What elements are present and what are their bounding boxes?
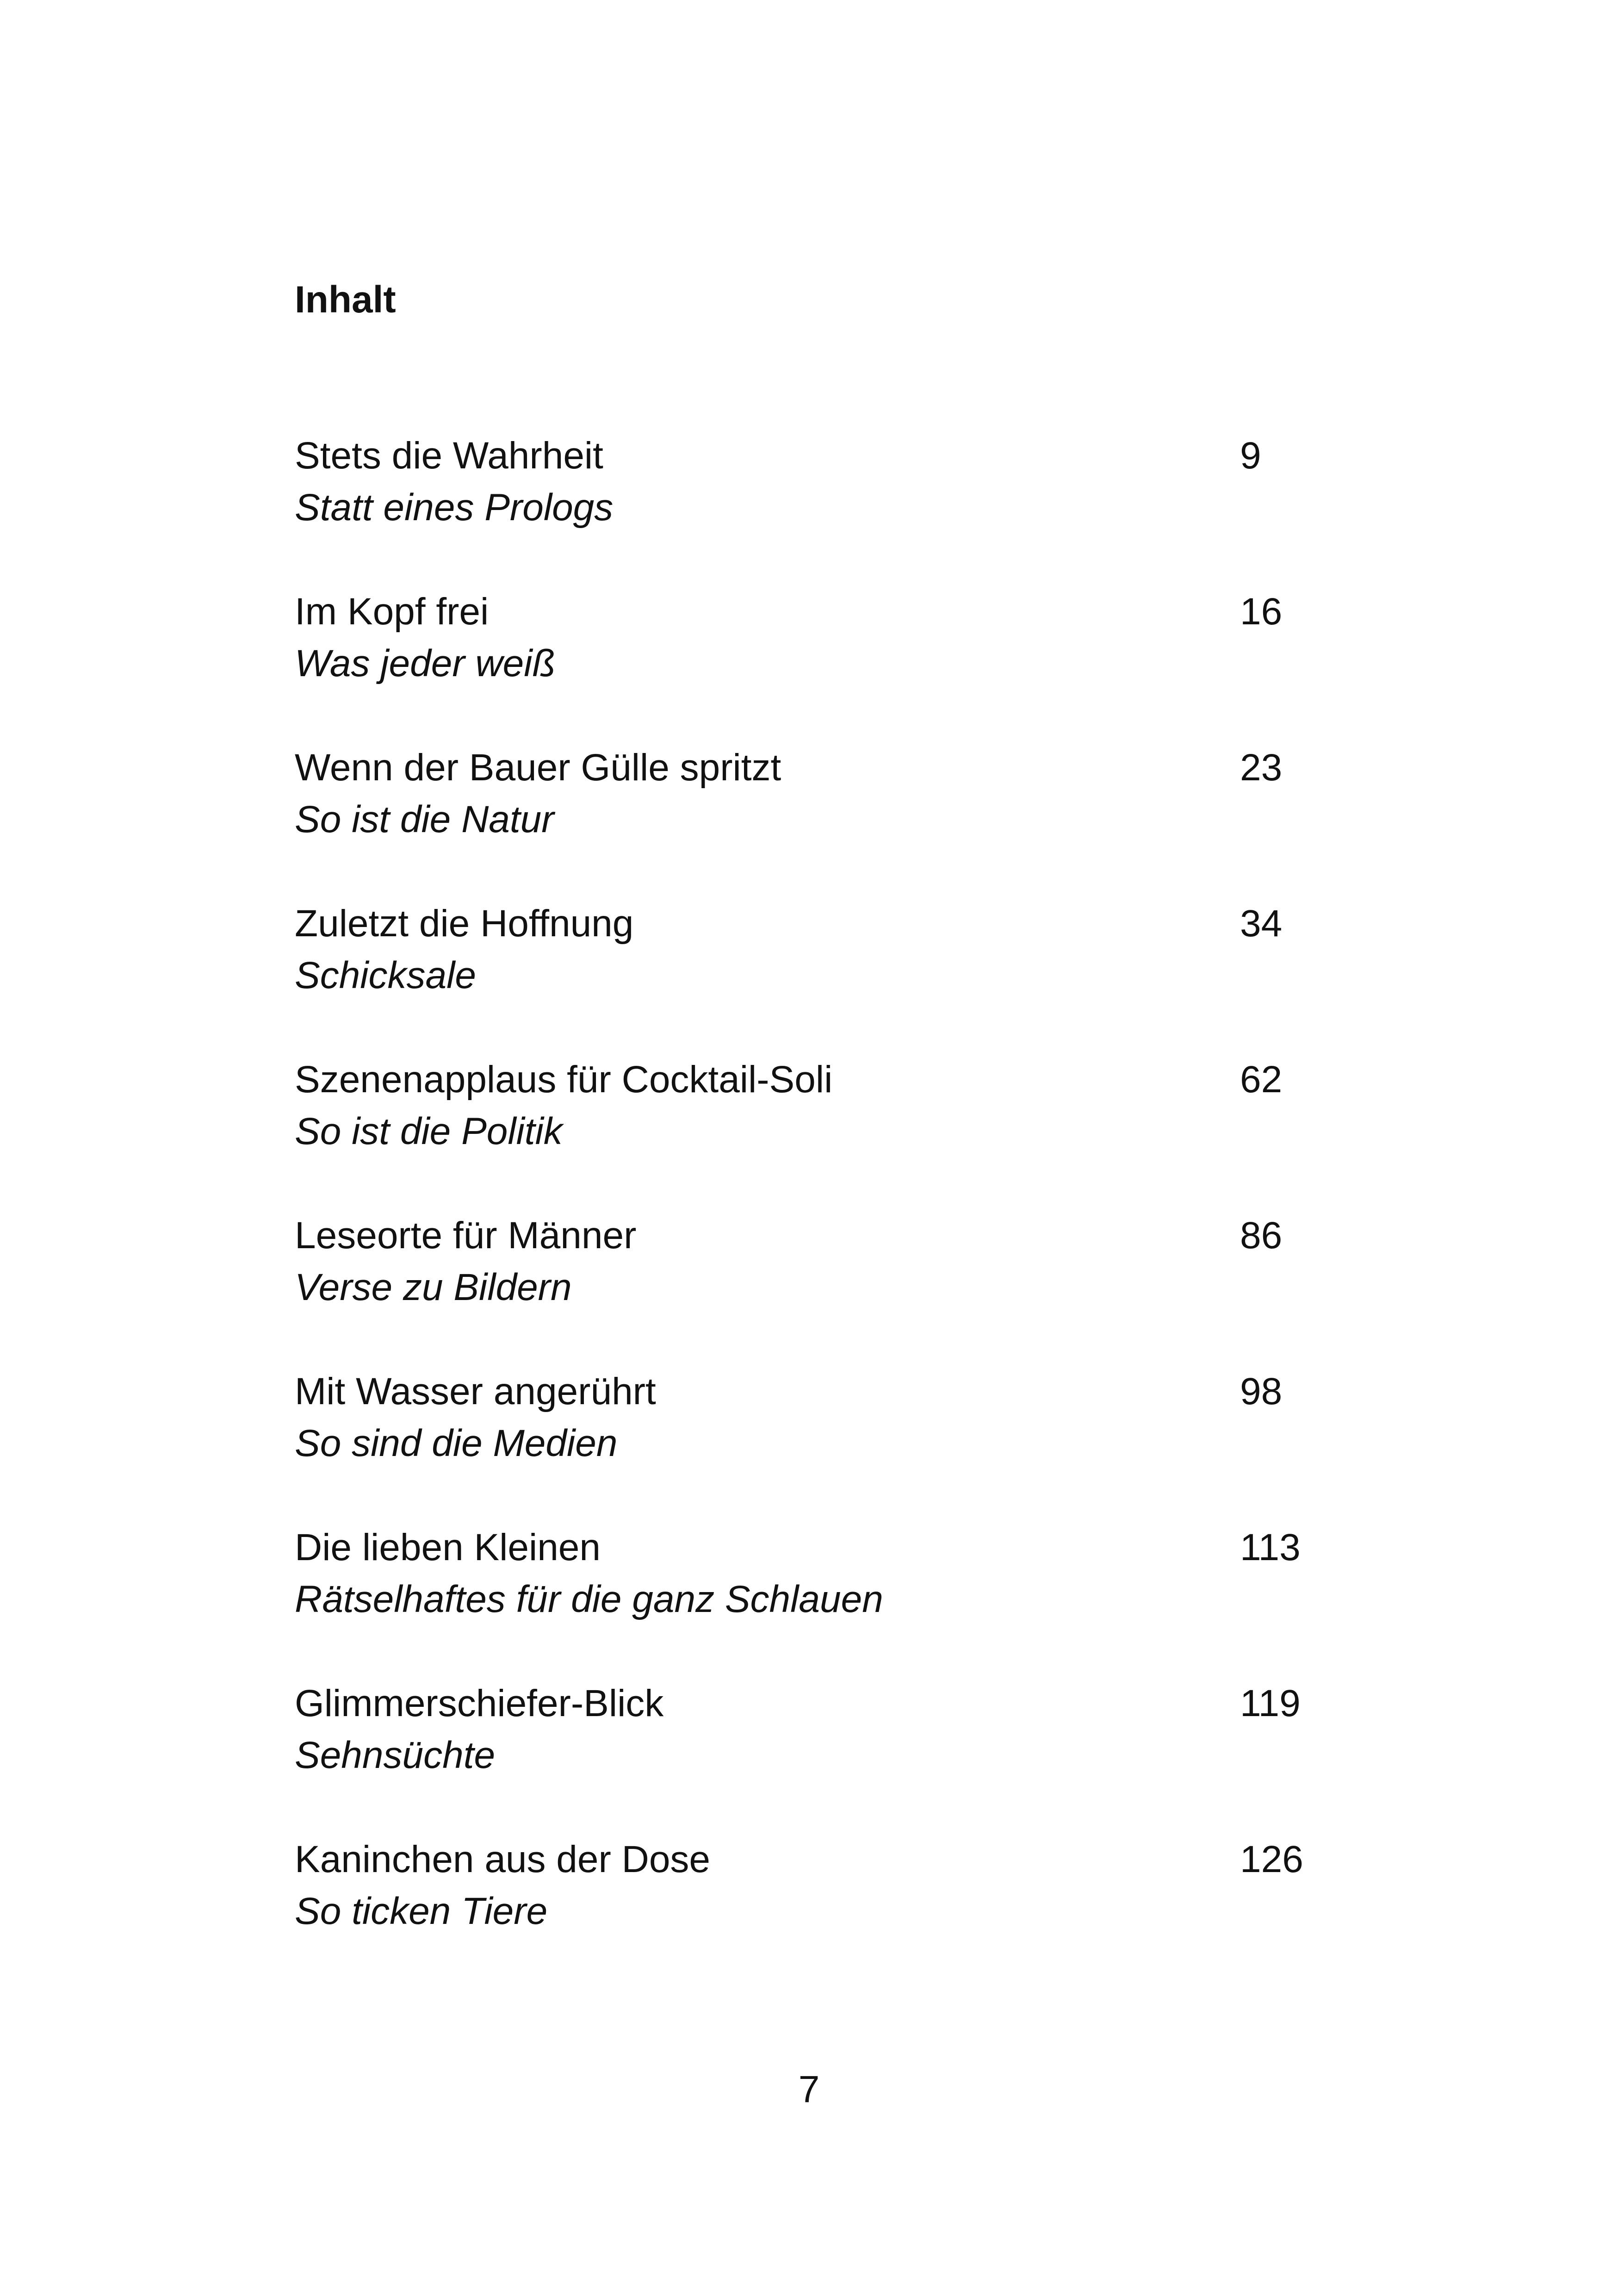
toc-entry-page-number: 62: [1240, 1058, 1283, 1101]
toc-entry-title: Stets die Wahrheit: [295, 435, 603, 477]
toc-entry-title: Szenenapplaus für Cocktail-Soli: [295, 1058, 833, 1101]
toc-entry: [295, 1366, 1340, 1522]
toc-entry-subtitle: Sehnsüchte: [295, 1734, 496, 1776]
toc-entry-subtitle: So ticken Tiere: [295, 1890, 548, 1932]
toc-entry-page-number: 119: [1240, 1682, 1301, 1724]
toc-entry-page-number: 16: [1240, 591, 1283, 633]
toc-entry-subtitle: Was jeder weiß: [295, 642, 556, 684]
toc-entry: [295, 586, 1340, 742]
toc-entry-title: Im Kopf frei: [295, 591, 489, 633]
toc-entry-subtitle: Rätselhaftes für die ganz Schlauen: [295, 1578, 883, 1620]
toc-entry: [295, 742, 1340, 898]
toc-entry: [295, 1522, 1340, 1678]
table-of-contents: [295, 430, 1340, 1990]
toc-entry-page-number: 23: [1240, 747, 1283, 789]
toc-entry-title: Mit Wasser angerührt: [295, 1370, 656, 1412]
toc-entry-page-number: 34: [1240, 902, 1283, 945]
toc-entry-subtitle: So ist die Politik: [295, 1110, 563, 1152]
page-number: 7: [798, 2068, 820, 2110]
toc-entry-title: Die lieben Kleinen: [295, 1526, 601, 1568]
toc-entry-title: Glimmerschiefer-Blick: [295, 1682, 664, 1724]
toc-entry-page-number: 9: [1240, 435, 1261, 477]
toc-entry: [295, 1054, 1340, 1210]
toc-entry: [295, 898, 1340, 1054]
toc-entry-subtitle: Schicksale: [295, 954, 476, 996]
toc-entry: [295, 1210, 1340, 1366]
toc-entry: [295, 1834, 1340, 1990]
page-title: Inhalt: [295, 279, 396, 321]
toc-entry-subtitle: So ist die Natur: [295, 798, 554, 840]
toc-entry-page-number: 126: [1240, 1838, 1303, 1880]
toc-entry-title: Kaninchen aus der Dose: [295, 1838, 711, 1880]
toc-entry-page-number: 86: [1240, 1214, 1283, 1257]
toc-entry-subtitle: Verse zu Bildern: [295, 1266, 572, 1308]
toc-entry-page-number: 113: [1240, 1526, 1301, 1568]
toc-entry-title: Wenn der Bauer Gülle spritzt: [295, 747, 781, 789]
toc-entry-title: Leseorte für Männer: [295, 1214, 637, 1257]
toc-entry: [295, 1678, 1340, 1834]
toc-entry: [295, 430, 1340, 586]
toc-entry-subtitle: Statt eines Prologs: [295, 486, 614, 529]
toc-entry-subtitle: So sind die Medien: [295, 1422, 618, 1464]
toc-entry-page-number: 98: [1240, 1370, 1283, 1412]
toc-entry-title: Zuletzt die Hoffnung: [295, 902, 634, 945]
